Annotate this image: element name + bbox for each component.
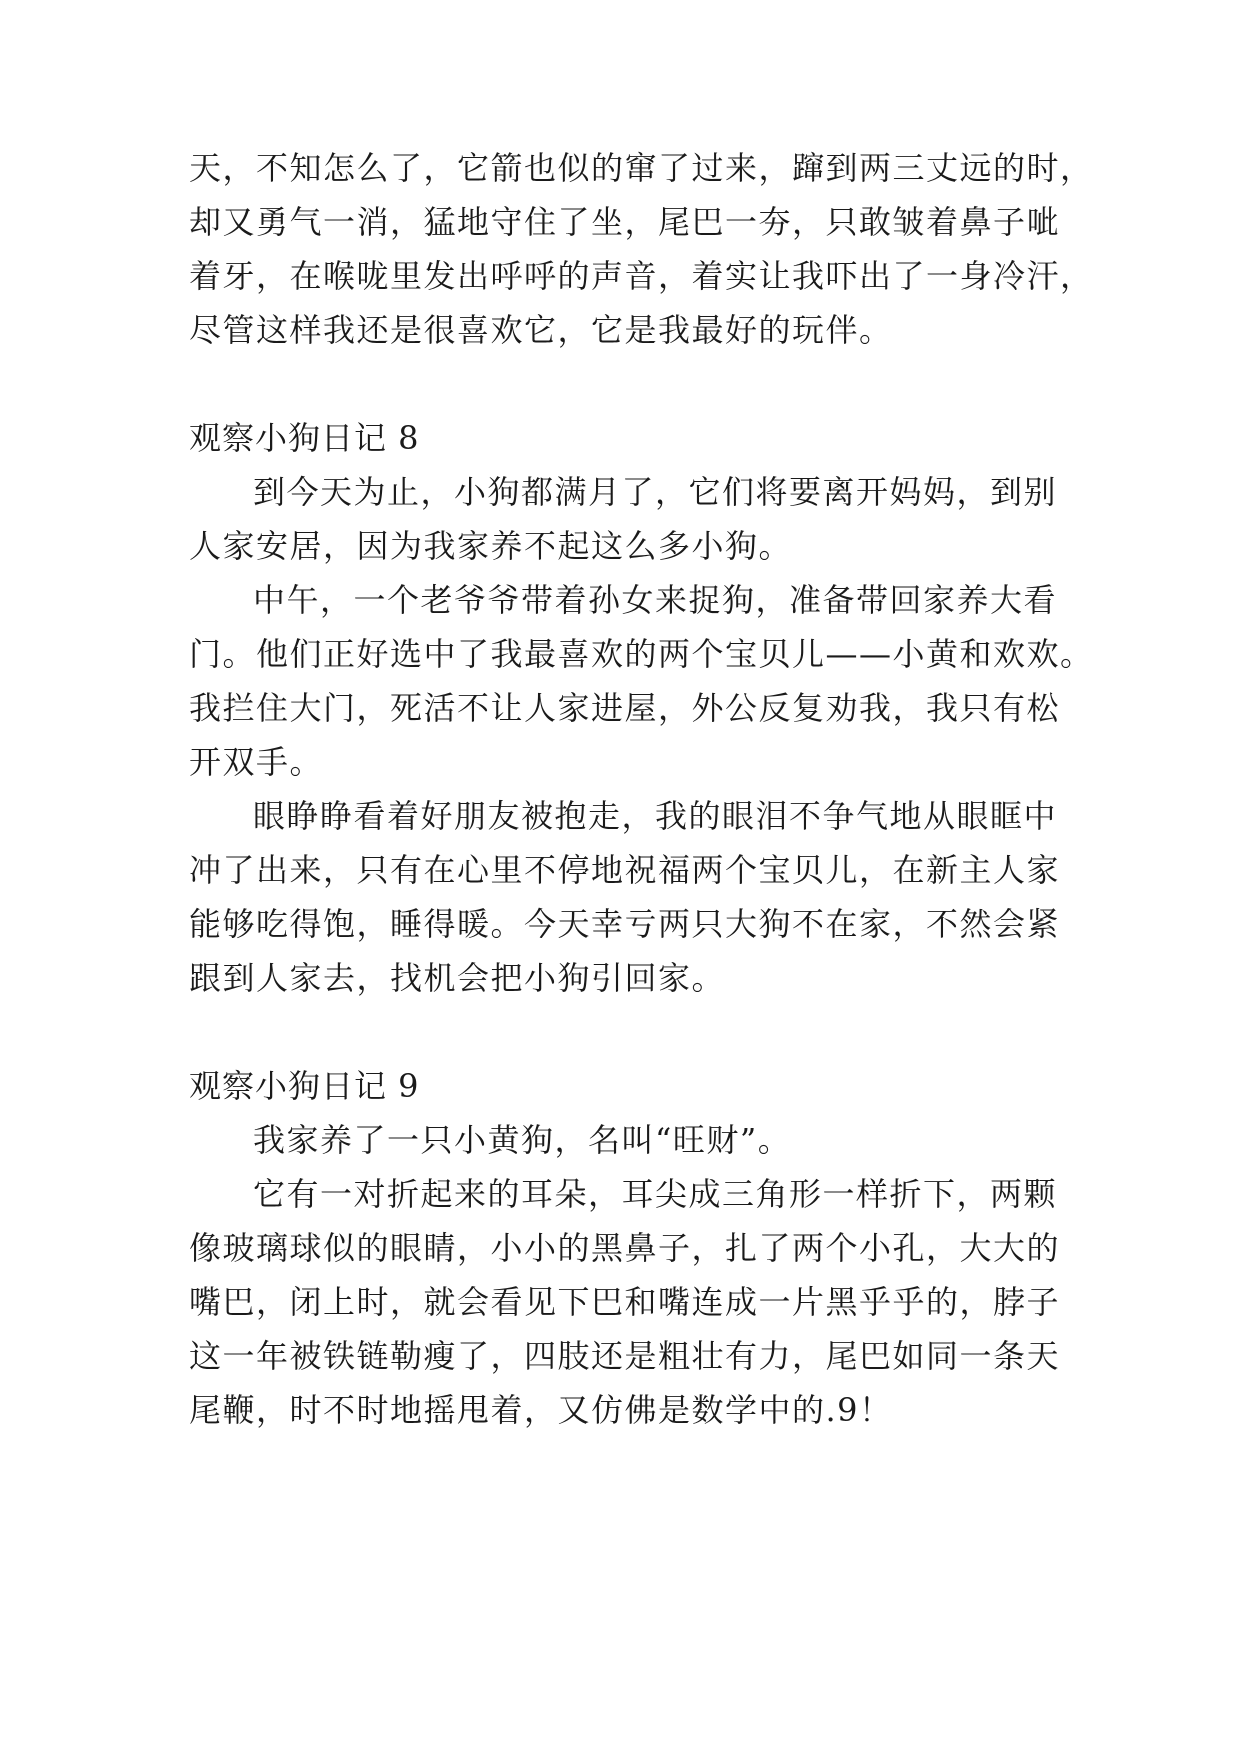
paragraph-line: 我家养了一只小黄狗，名叫“旺财”。	[253, 1121, 792, 1159]
paragraph-line: 到今天为止，小狗都满月了，它们将要离开妈妈，到别	[253, 473, 1058, 511]
paragraph-line: 跟到人家去，找机会把小狗引回家。	[189, 959, 726, 997]
paragraph-line: 我拦住大门，死活不让人家进屋，外公反复劝我，我只有松	[189, 689, 1061, 727]
paragraph-line: 天，不知怎么了，它箭也似的窜了过来，蹿到两三丈远的时，	[189, 149, 1094, 187]
paragraph-line: 眼睁睁看着好朋友被抱走，我的眼泪不争气地从眼眶中	[253, 797, 1058, 835]
paragraph-line: 它有一对折起来的耳朵，耳尖成三角形一样折下，两颗	[253, 1175, 1058, 1213]
section-heading: 观察小狗日记 8	[189, 419, 420, 457]
section-heading: 观察小狗日记 9	[189, 1067, 420, 1105]
paragraph-line: 尾鞭，时不时地摇甩着，又仿佛是数学中的.9！	[189, 1391, 893, 1429]
paragraph-line: 冲了出来，只有在心里不停地祝福两个宝贝儿，在新主人家	[189, 851, 1061, 889]
paragraph-line: 中午，一个老爷爷带着孙女来捉狗，准备带回家养大看	[253, 581, 1058, 619]
paragraph-line: 门。他们正好选中了我最喜欢的两个宝贝儿——小黄和欢欢。	[189, 635, 1094, 673]
paragraph-line: 开双手。	[189, 743, 324, 781]
paragraph-line: 嘴巴，闭上时，就会看见下巴和嘴连成一片黑乎乎的，脖子	[189, 1283, 1061, 1321]
paragraph-line: 却又勇气一消，猛地守住了坐，尾巴一夯，只敢皱着鼻子呲	[189, 203, 1061, 241]
paragraph-line: 能够吃得饱，睡得暖。今天幸亏两只大狗不在家，不然会紧	[189, 905, 1061, 943]
paragraph-line: 人家安居，因为我家养不起这么多小狗。	[189, 527, 793, 565]
paragraph-line: 这一年被铁链勒瘦了，四肢还是粗壮有力，尾巴如同一条天	[189, 1337, 1061, 1375]
paragraph-line: 像玻璃球似的眼睛，小小的黑鼻子，扎了两个小孔，大大的	[189, 1229, 1061, 1267]
paragraph-line: 着牙，在喉咙里发出呼呼的声音，着实让我吓出了一身冷汗，	[189, 257, 1094, 295]
paragraph-line: 尽管这样我还是很喜欢它，它是我最好的玩伴。	[189, 311, 893, 349]
